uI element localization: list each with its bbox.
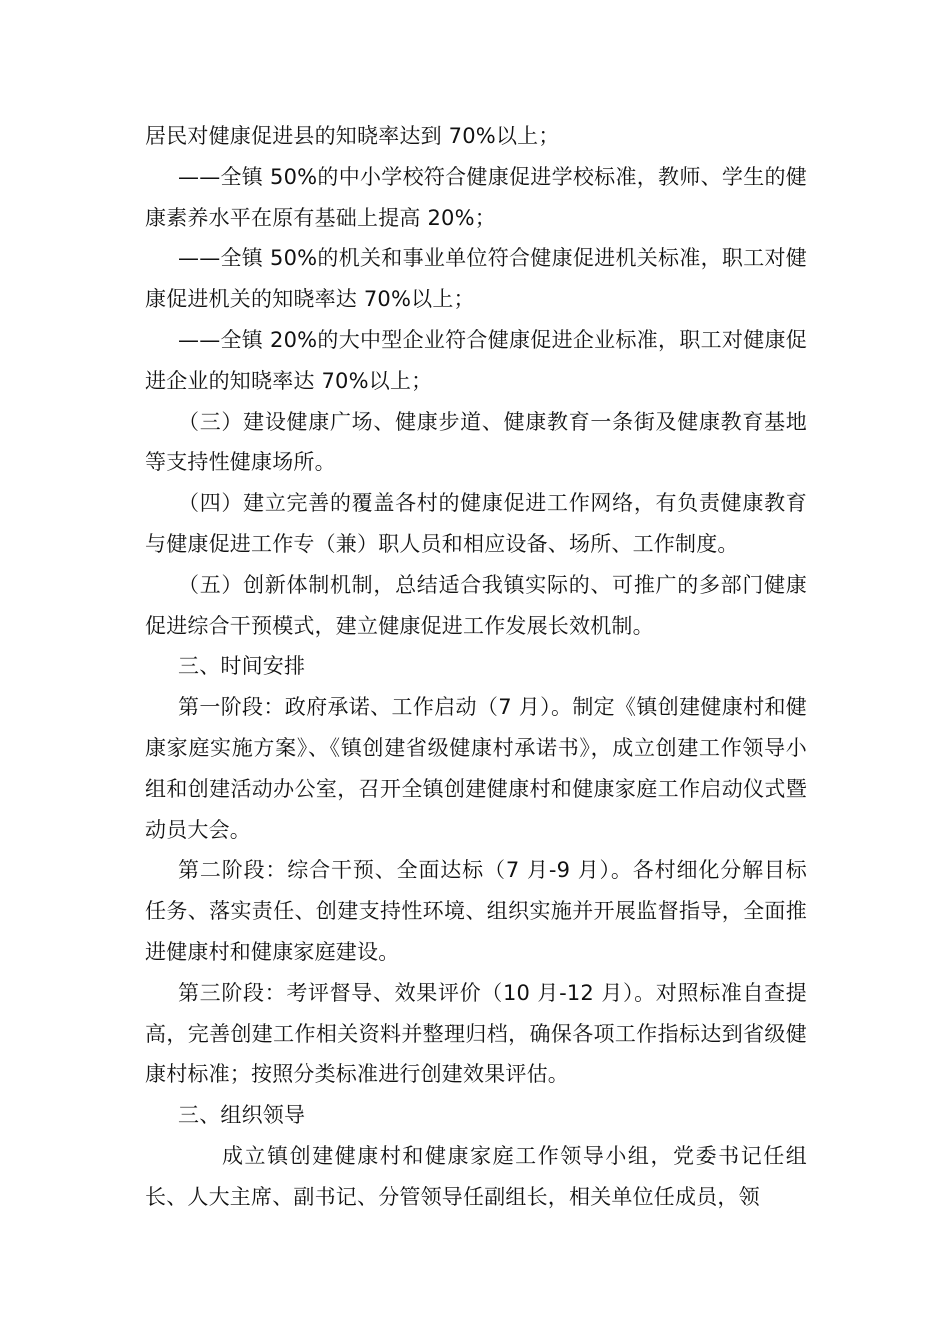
paragraph-phase-two: 第二阶段：综合干预、全面达标（7 月-9 月）。各村细化分解目标任务、落实责任、创建支持性环境、组织实施并开展监督指导，全面推进健康村和健康家庭建设。 xyxy=(145,858,807,964)
document-body xyxy=(145,116,807,1218)
paragraph-awareness-rate: 居民对健康促进县的知晓率达到 70%以上； xyxy=(145,124,560,148)
paragraph-phase-one: 第一阶段：政府承诺、工作启动（7 月）。制定《镇创建健康村和健康家庭实施方案》、《镇创建省级健康村承诺书》，成立创建工作领导小组和创建活动办公室，召开全镇创建健康村和健康家庭工作启动仪式暨动员大会。 xyxy=(145,695,807,842)
paragraph-item-four: （四）建立完善的覆盖各村的健康促进工作网络，有负责健康教育与健康促进工作专（兼）职人员和相应设备、场所、工作制度。 xyxy=(145,491,807,556)
paragraph-schools-target: ——全镇 50%的中小学校符合健康促进学校标准，教师、学生的健康素养水平在原有基础上提高 20%； xyxy=(145,164,807,230)
paragraph-phase-three: 第三阶段：考评督导、效果评价（10 月-12 月）。对照标准自查提高，完善创建工作相关资料并整理归档，确保各项工作指标达到省级健康村标准；按照分类标准进行创建效果评估。 xyxy=(145,980,807,1087)
paragraph-item-five: （五）创新体制机制，总结适合我镇实际的、可推广的多部门健康促进综合干预模式，建立健康促进工作发展长效机制。 xyxy=(145,572,807,638)
paragraph-enterprises-target: ——全镇 20%的大中型企业符合健康促进企业标准，职工对健康促进企业的知晓率达 70%以上； xyxy=(145,327,807,393)
section-heading-leadership: 三、组织领导 xyxy=(178,1103,306,1128)
section-heading-schedule: 三、时间安排 xyxy=(178,654,306,679)
paragraph-item-three: （三）建设健康广场、健康步道、健康教育一条街及健康教育基地等支持性健康场所。 xyxy=(145,409,807,475)
paragraph-leadership-group: 成立镇创建健康村和健康家庭工作领导小组，党委书记任组长、人大主席、副书记、分管领导任副组长，相关单位任成员，领 xyxy=(145,1143,807,1209)
paragraph-agencies-target: ——全镇 50%的机关和事业单位符合健康促进机关标准，职工对健康促进机关的知晓率达 70%以上； xyxy=(145,246,807,312)
